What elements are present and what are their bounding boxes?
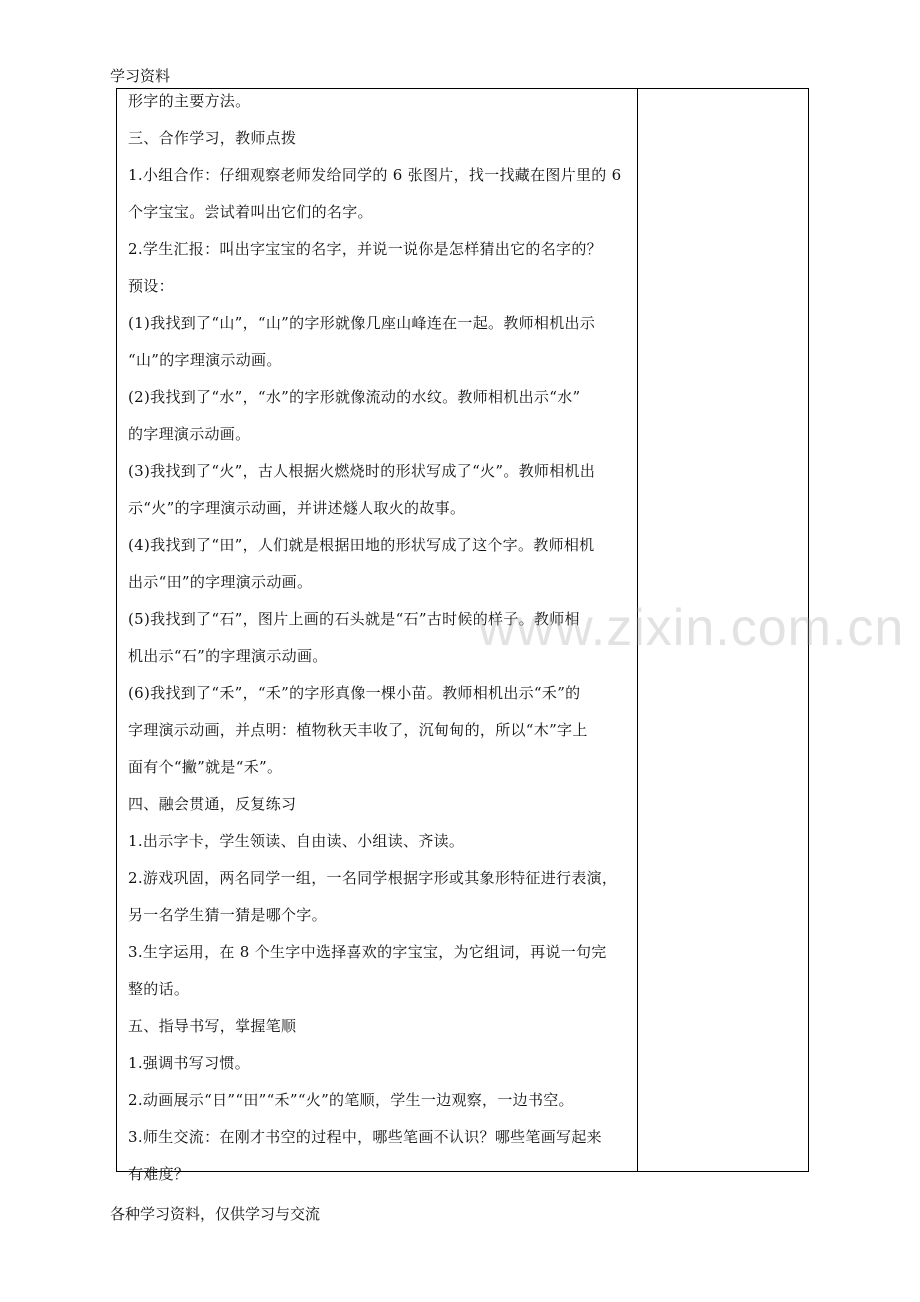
content-line: 1.出示字卡，学生领读、自由读、小组读、齐读。 <box>128 832 465 850</box>
section-heading: 四、融会贯通，反复练习 <box>128 795 297 813</box>
content-line: 形字的主要方法。 <box>128 92 251 110</box>
content-line: 字理演示动画，并点明：植物秋天丰收了，沉甸甸的，所以“木”字上 <box>128 721 588 739</box>
page-header-label: 学习资料 <box>110 67 171 85</box>
content-line: 机出示“石”的字理演示动画。 <box>128 647 328 665</box>
content-line: 2.学生汇报：叫出字宝宝的名字，并说一说你是怎样猜出它的名字的？ <box>128 240 602 258</box>
content-line: 预设： <box>128 277 174 295</box>
content-line: 2.游戏巩固，两名同学一组，一名同学根据字形或其象形特征进行表演， <box>128 869 618 887</box>
content-line: (6)我找到了“禾”，“禾”的字形真像一棵小苗。教师相机出示“禾”的 <box>128 684 581 702</box>
content-line: 1.强调书写习惯。 <box>128 1054 251 1072</box>
content-line: 3.生字运用，在 8 个生字中选择喜欢的字宝宝，为它组词，再说一句完 <box>128 943 607 961</box>
content-line: 个字宝宝。尝试着叫出它们的名字。 <box>128 203 373 221</box>
content-line: (5)我找到了“石”，图片上画的石头就是“石”古时候的样子。教师相 <box>128 610 580 628</box>
content-line: 出示“田”的字理演示动画。 <box>128 573 313 591</box>
content-line: 2.动画展示“日”“田”“禾”“火”的笔顺，学生一边观察，一边书空。 <box>128 1091 574 1109</box>
section-heading: 三、合作学习，教师点拨 <box>128 129 297 147</box>
content-line: 示“火”的字理演示动画，并讲述燧人取火的故事。 <box>128 499 466 517</box>
content-line: 另一名学生猜一猜是哪个字。 <box>128 906 327 924</box>
page-footer-label: 各种学习资料，仅供学习与交流 <box>110 1205 321 1223</box>
content-line: 的字理演示动画。 <box>128 425 251 443</box>
content-line: “山”的字理演示动画。 <box>128 351 282 369</box>
content-line: (4)我找到了“田”，人们就是根据田地的形状写成了这个字。教师相机 <box>128 536 595 554</box>
content-line: (3)我找到了“火”，古人根据火燃烧时的形状写成了“火”。教师相机出 <box>128 462 596 480</box>
content-line: 有难度？ <box>128 1165 190 1183</box>
content-line: 3.师生交流：在刚才书空的过程中，哪些笔画不认识？哪些笔画写起来 <box>128 1128 602 1146</box>
content-line: (2)我找到了“水”，“水”的字形就像流动的水纹。教师相机出示“水” <box>128 388 581 406</box>
content-line: 面有个“撇”就是“禾”。 <box>128 758 283 776</box>
content-line: (1)我找到了“山”，“山”的字形就像几座山峰连在一起。教师相机出示 <box>128 314 596 332</box>
content-line: 整的话。 <box>128 980 190 998</box>
content-line: 1.小组合作：仔细观察老师发给同学的 6 张图片，找一找藏在图片里的 6 <box>128 166 622 184</box>
section-heading: 五、指导书写，掌握笔顺 <box>128 1017 297 1035</box>
watermark: www.zixin.com.cn <box>478 599 905 657</box>
